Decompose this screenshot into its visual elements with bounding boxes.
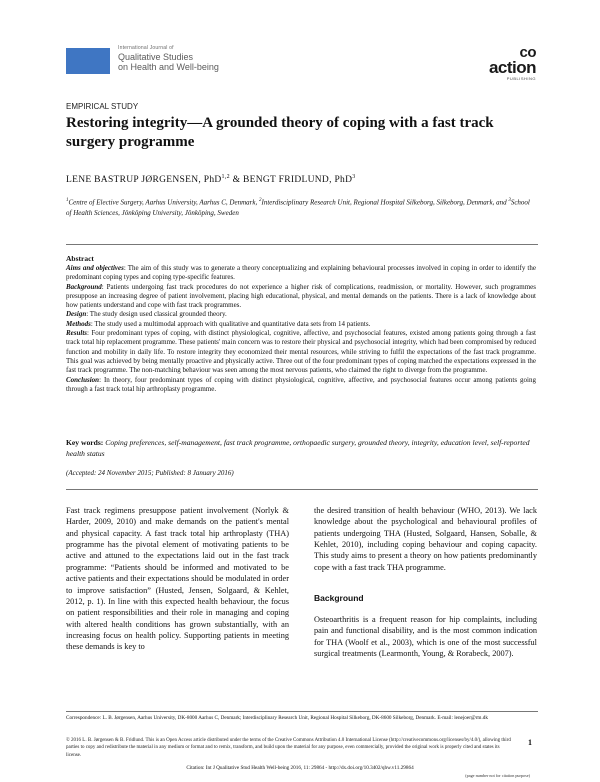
publisher-logo	[489, 46, 536, 80]
methods-label: Methods	[66, 319, 91, 328]
divider-mid	[66, 489, 538, 490]
background-text: : Patients undergoing fast track procedures do not experience a higher risk of complications, readmission, or mortality. However, such programmes presuppose an increasing degree of patient involvement, placing high educational, physical, and mental demands on the patients. There is a lack of knowledge about how patients understand and cope with fast track programmes.	[66, 282, 536, 310]
publisher-logo-action: action	[488, 57, 536, 77]
conclusion-label: Conclusion	[66, 375, 100, 384]
conclusion-text: : In theory, four predominant types of coping with distinct physiological, cognitive, affective, and psychosocial features occur among patients going through a fast track total hip arthroplasty programme.	[66, 375, 536, 393]
body-paragraph: Fast track regimens presuppose patient involvement (Norlyk & Harder, 2009, 2010) and make demands on the patient's mental and physical capacity. A fast track total hip arthroplasty (THA) programme has the pivotal element of motivating patients to be active and attuned to the expectations laid out in the fast track programme: “Patients should be informed and motivated to be active patients and their expectations should be modulated in order to improve satisfaction” (Husted, Jensen, Solgaard, & Kehlet, 2012, p. 1). In line with this expected health behaviour, the focus on patient responsibilities and their role in managing and coping with altered health conditions has grown substantially, with an increasing focus on health policy. Supporting patients in meeting these demands is key to	[66, 506, 289, 652]
body-paragraph: Osteoarthritis is a frequent reason for hip complaints, including pain and functional disability, and is the most common indication for THA (Woolf et al., 2003), which is one of the most successful surgical treatments (Learmonth, Young, & Rorabeck, 2007).	[314, 614, 537, 658]
journal-logo	[66, 48, 110, 74]
author-1: LENE BASTRUP JØRGENSEN, PhD	[66, 175, 222, 186]
abstract-background	[66, 283, 536, 311]
correspondence: Correspondence: L. B. Jørgensen, Aarhus University, DK-8000 Aarhus C, Denmark; Interdisciplinary Research Unit, Regional Hospital Silkeborg, DK-8600 Silkeborg, Denmark. E-mail: lenejoer@rm.dk	[66, 715, 488, 721]
journal-name-line1: International Journal of	[118, 45, 174, 51]
affil-mark-2: 2	[258, 198, 262, 203]
section-heading-background: Background	[314, 593, 364, 604]
design-label: Design	[66, 310, 87, 319]
body-column-right	[314, 505, 537, 659]
abstract-conclusion	[66, 376, 536, 395]
body-paragraph: the desired transition of health behaviour (WHO, 2013). We lack knowledge about the psychological and behavioural profiles of patients undergoing THA (Husted, Solgaard, Hansen, Soballe, & Kehlet, 2010), including coping behaviour and coping capacity. This study aims to present a theory on how patients predominantly cope with a fast track THA programme.	[314, 506, 537, 572]
affil-2: Interdisciplinary Research Unit, Regional Hospital Silkeborg, Silkeborg, Denmark, and	[261, 198, 509, 207]
aims-label: Aims and objectives	[66, 263, 124, 272]
publication-dates: (Accepted: 24 November 2015; Published: 8 January 2016)	[66, 469, 234, 477]
abstract-design	[66, 310, 536, 319]
publisher-logo-co: co	[519, 44, 536, 61]
author-list	[66, 174, 356, 185]
abstract-results	[66, 329, 536, 375]
abstract-aims	[66, 264, 536, 283]
abstract-methods	[66, 320, 536, 329]
design-text: : The study design used classical grounded theory.	[86, 310, 227, 319]
journal-name-line2: Qualitative Studies	[118, 51, 194, 62]
keywords-text: Coping preferences, self-management, fast track programme, orthopaedic surgery, grounded theory, integrity, education level, self-reported health status	[66, 438, 530, 458]
affil-mark-1: 1	[66, 198, 69, 203]
affil-1: Centre of Elective Surgery, Aarhus University, Aarhus C, Denmark,	[68, 198, 259, 207]
results-text: : Four predominant types of coping, with distinct physiological, cognitive, affective, and psychosocial features, existed among patients going through a fast track total hip replacement programme. These patients' main concern was to restore their physical and psychosocial integrity, which had been compromised by reduced function and mobility in daily life. To restore integrity they economized their mental resources, while striving to fulfil the expectations of the fast track programme. This goal was achieved by being mentally proactive and physically active. Three out of the four predominant types of coping matched the expectations expressed in the fast track programme. The non-matching behaviour was seen among the most nervous patients, who claimed the right to diverge from the programme.	[66, 329, 536, 375]
keywords	[66, 437, 536, 459]
publisher-logo-sub: PUBLISHING	[506, 75, 536, 81]
license-text: © 2016 L. B. Jørgensen & B. Fridlund. This is an Open Access article distributed under the terms of the Creative Commons Attribution 4.0 International License (http://creativecommons.org/licenses/by/4.0/), allowing third parties to copy and redistribute the material in any medium or format and to remix, transform, and build upon the material for any purpose, even commercially, provided the original work is properly cited and states its license.	[66, 738, 511, 758]
results-label: Results	[66, 329, 88, 338]
journal-name-line3: on Health and Well-being	[118, 62, 219, 73]
author-1-affil: 1,2	[221, 174, 230, 180]
abstract-heading: Abstract	[66, 254, 94, 263]
affiliations	[66, 197, 536, 218]
article-type: EMPIRICAL STUDY	[66, 102, 139, 111]
body-column-left	[66, 505, 289, 653]
page-number: 1	[528, 738, 532, 747]
affil-3: School of Health Sciences, Jönköping University, Jönköping, Sweden	[66, 198, 530, 217]
divider-top	[66, 244, 538, 245]
keywords-label: Key words:	[66, 438, 104, 447]
page-note: (page number not for citation purpose)	[465, 773, 530, 778]
citation: Citation: Int J Qualitative Stud Health Well-being 2016, 11: 29864 - http://dx.doi.org/10.3402/qhw.v11.29864	[186, 765, 414, 771]
journal-name	[118, 46, 219, 72]
aims-text: : The aim of this study was to generate a theory conceptualizing and explaining behavioural processes involved in coping in order to identify the predominant coping types and coping type-specific features.	[66, 263, 536, 282]
background-label: Background	[66, 282, 102, 291]
abstract	[66, 254, 536, 394]
methods-text: : The study used a multimodal approach with qualitative and quantitative data sets from 14 patients.	[90, 319, 371, 328]
author-2: & BENGT FRIDLUND, PhD	[229, 175, 353, 186]
article-title: Restoring integrity—A grounded theory of coping with a fast track surgery programme	[66, 115, 494, 150]
author-2-affil: 3	[352, 174, 356, 180]
affil-mark-3: 3	[508, 198, 511, 203]
divider-footer	[66, 711, 538, 712]
